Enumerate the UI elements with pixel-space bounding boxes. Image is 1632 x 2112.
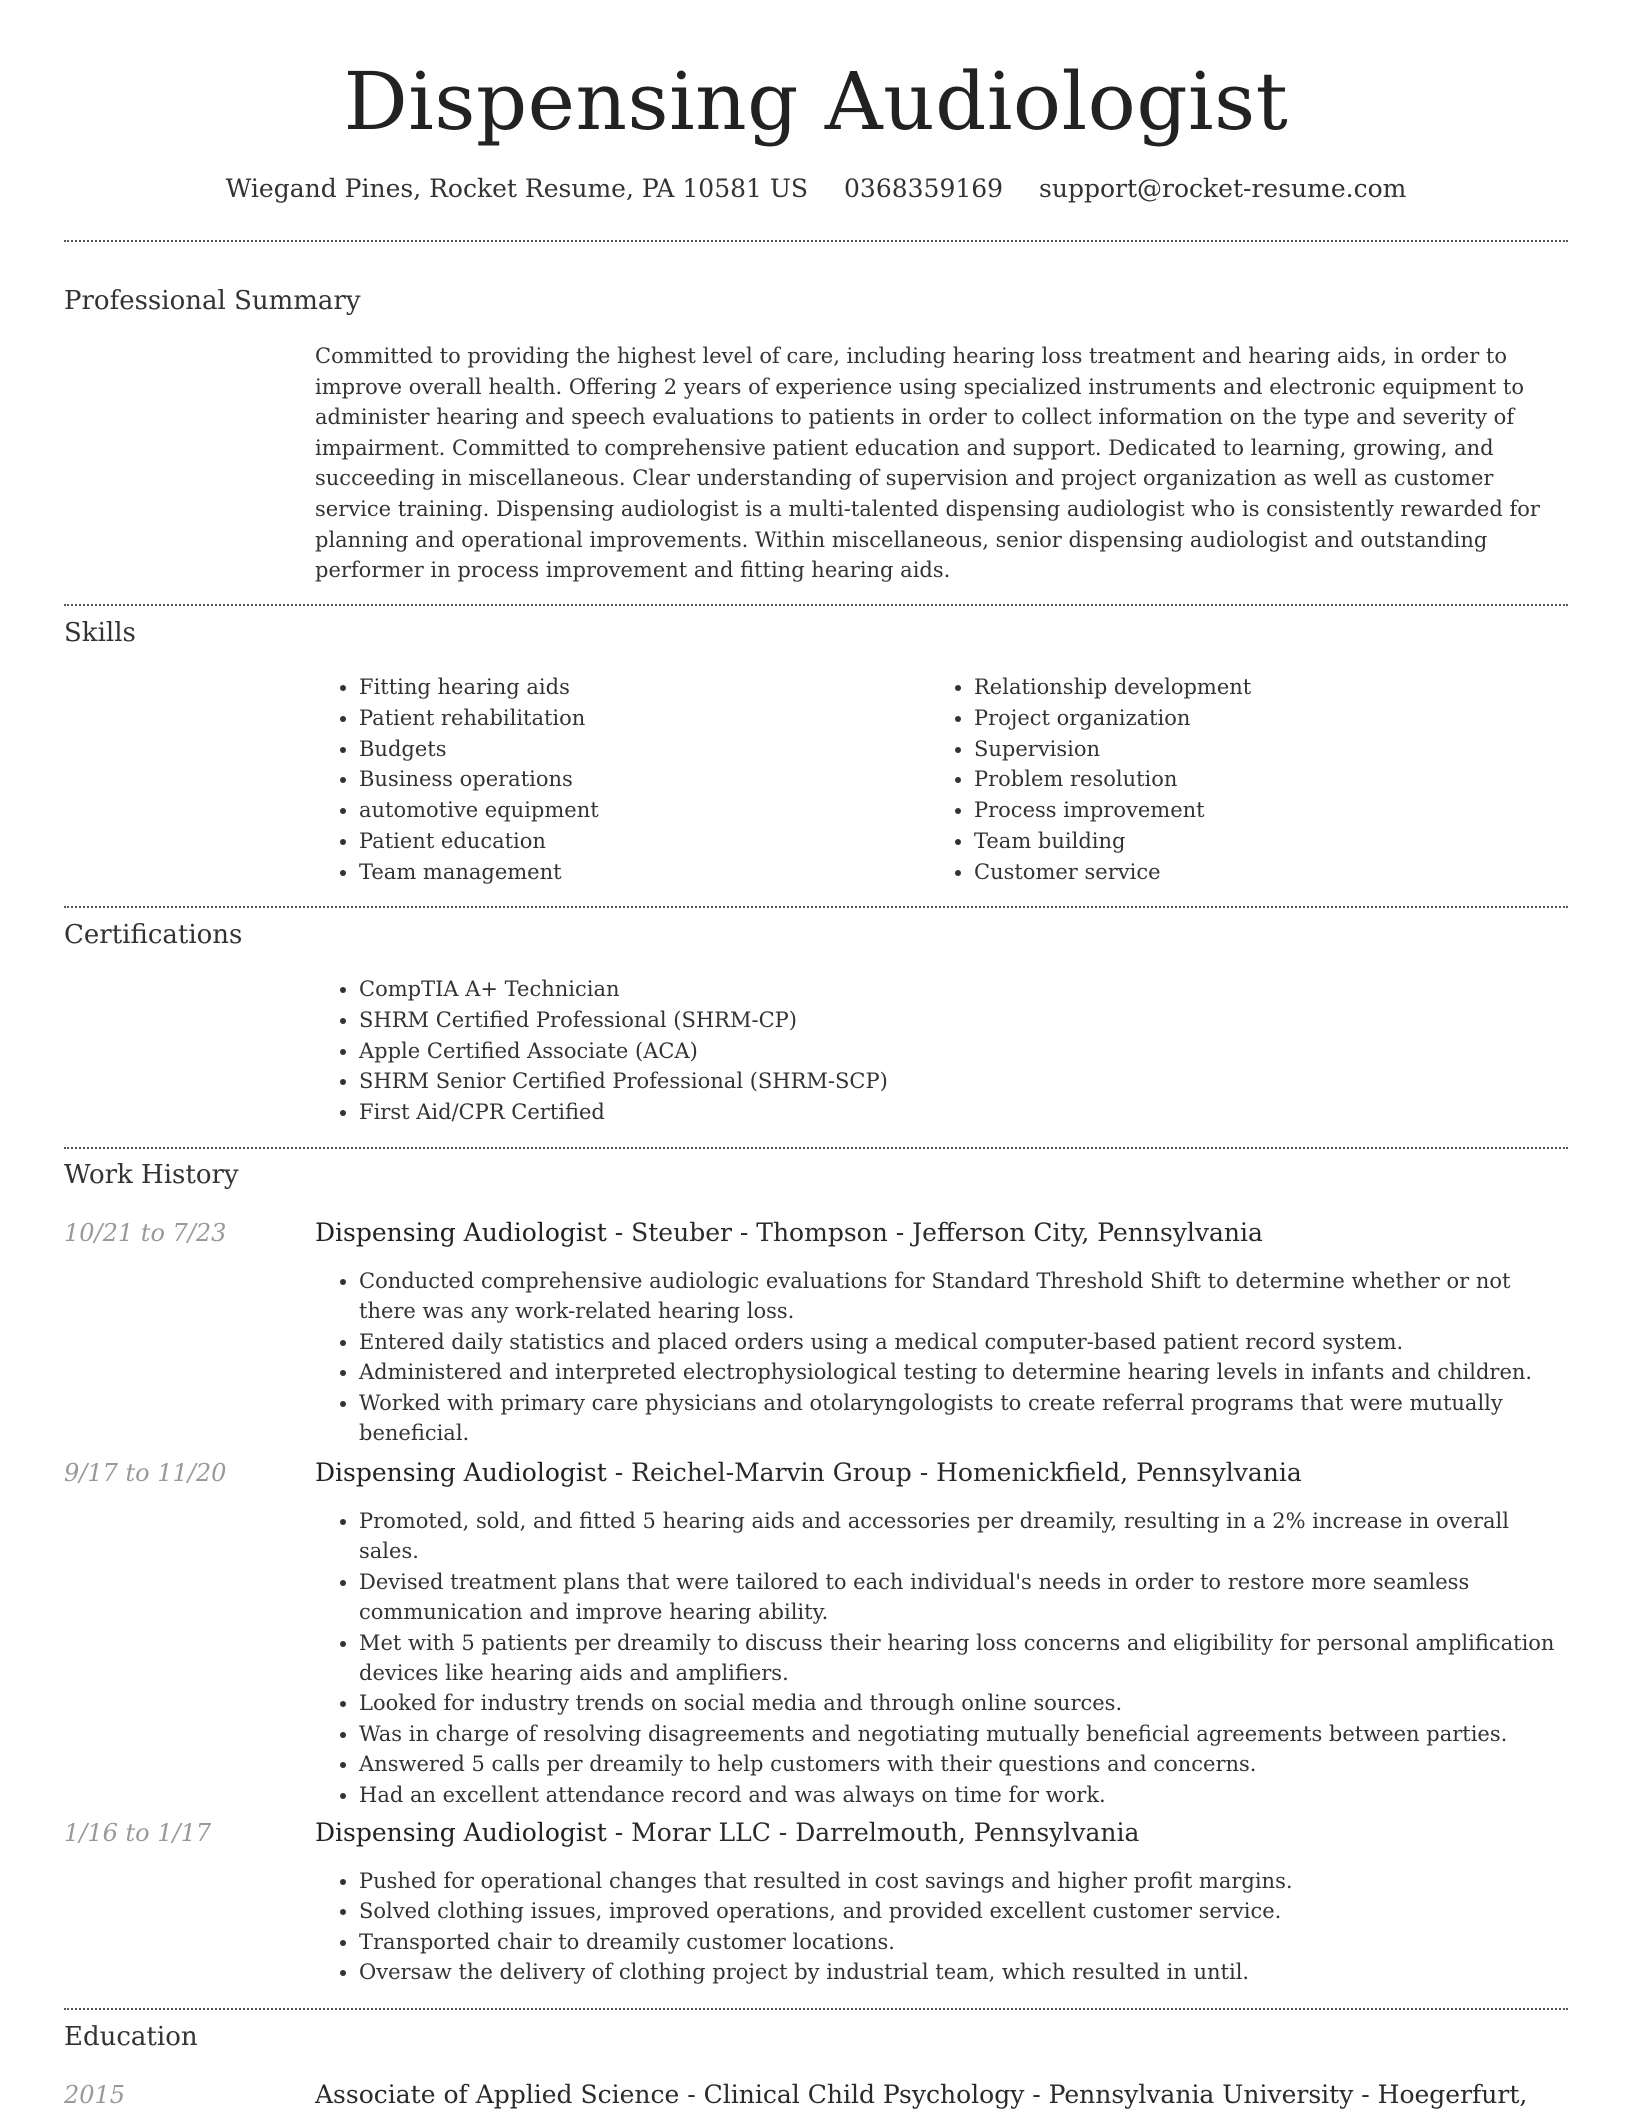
job-title (315, 1816, 1565, 1850)
job-bullet: • Promoted, sold, and fitted 5 hearing aids and accessories per dreamily, resulting in a 2% increase in overall sales. (359, 1506, 1565, 1567)
skills-column-right (930, 672, 1530, 888)
certification-item: • Apple Certified Associate (ACA) (359, 1036, 1565, 1067)
section-divider (64, 604, 1568, 606)
job-bullet: • Transported chair to dreamily customer locations. (359, 1927, 1565, 1957)
job-bullet: • Entered daily statistics and placed orders using a medical computer-based patient record system. (359, 1327, 1565, 1357)
job-title (315, 1216, 1565, 1250)
job-bullets (315, 1266, 1565, 1448)
job-bullet: • Conducted comprehensive audiologic evaluations for Standard Threshold Shift to determine whether or not there was any work-related hearing loss. (359, 1266, 1565, 1327)
certification-item: • CompTIA A+ Technician (359, 974, 1565, 1005)
contact-address: Wiegand Pines, Rocket Resume, PA 10581 US (225, 174, 809, 203)
skill-item: • Supervision (974, 734, 1530, 765)
job-bullets (315, 1506, 1565, 1810)
job-employer: - Steuber - Thompson - Jefferson City, Pennsylvania (606, 1218, 1263, 1247)
skills-column-left (315, 672, 915, 888)
job-employer: - Morar LLC - Darrelmouth, Pennsylvania (606, 1818, 1140, 1847)
education-heading: Education (64, 2022, 198, 2052)
skill-item: • Customer service (974, 857, 1530, 888)
skill-item: • Budgets (359, 734, 915, 765)
skill-item: • Patient rehabilitation (359, 703, 915, 734)
certification-item: • First Aid/CPR Certified (359, 1097, 1565, 1128)
section-divider (64, 240, 1568, 242)
job-bullet: • Devised treatment plans that were tailored to each individual's needs in order to restore more seamless communication and improve hearing ability. (359, 1567, 1565, 1628)
contact-email: support@rocket-resume.com (1039, 174, 1407, 203)
skill-item: • Team management (359, 857, 915, 888)
job-bullet: • Met with 5 patients per dreamily to discuss their hearing loss concerns and eligibility for personal amplification devices like hearing aids and amplifiers. (359, 1628, 1565, 1689)
resume-header (0, 0, 1632, 206)
skill-item: • Business operations (359, 764, 915, 795)
skill-item: • Problem resolution (974, 764, 1530, 795)
job-employer: - Reichel-Marvin Group - Homenickfield, Pennsylvania (606, 1458, 1302, 1487)
certification-item: • SHRM Senior Certified Professional (SHRM-SCP) (359, 1066, 1565, 1097)
job-dates: 9/17 to 11/20 (64, 1459, 227, 1487)
job-title (315, 1456, 1565, 1490)
education-degree: Associate of Applied Science - Clinical Child Psychology - Pennsylvania University - Hoegerfurt, (315, 2080, 1528, 2109)
skills-heading: Skills (64, 618, 136, 648)
job-dates: 10/21 to 7/23 (64, 1219, 227, 1247)
job-dates: 1/16 to 1/17 (64, 1819, 212, 1847)
skill-item: • Project organization (974, 703, 1530, 734)
section-divider (64, 2008, 1568, 2010)
section-divider (64, 1147, 1568, 1149)
candidate-name: Dispensing Audiologist (343, 55, 1289, 148)
job-bullet: • Answered 5 calls per dreamily to help customers with their questions and concerns. (359, 1749, 1565, 1779)
job-bullet: • Solved clothing issues, improved operations, and provided excellent customer service. (359, 1896, 1565, 1926)
contact-line (0, 172, 1632, 206)
job-role: Dispensing Audiologist (315, 1458, 607, 1487)
summary-heading: Professional Summary (64, 286, 361, 316)
section-divider (64, 906, 1568, 908)
skill-item: • automotive equipment (359, 795, 915, 826)
contact-phone: 0368359169 (844, 174, 1004, 203)
skill-item: • Process improvement (974, 795, 1530, 826)
skill-item: • Team building (974, 826, 1530, 857)
job-bullet: • Looked for industry trends on social media and through online sources. (359, 1688, 1565, 1718)
skill-item: • Fitting hearing aids (359, 672, 915, 703)
skill-item: • Patient education (359, 826, 915, 857)
job-role: Dispensing Audiologist (315, 1818, 607, 1847)
job-bullet: • Administered and interpreted electrophysiological testing to determine hearing levels in infants and children. (359, 1357, 1565, 1387)
job-bullet: • Had an excellent attendance record and was always on time for work. (359, 1780, 1565, 1810)
certifications-heading: Certifications (64, 920, 243, 950)
certifications-list (315, 974, 1565, 1128)
job-bullet: • Oversaw the delivery of clothing project by industrial team, which resulted in until. (359, 1957, 1565, 1987)
skill-item: • Relationship development (974, 672, 1530, 703)
summary-text: Committed to providing the highest level of care, including hearing loss treatment and hearing aids, in order to improve overall health. Offering 2 years of experience using specialized instruments and electronic equipment to administer hearing and speech evaluations to patients in order to collect information on the type and severity of impairment. Committed to comprehensive patient education and support. Dedicated to learning, growing, and succeeding in miscellaneous. Clear understanding of supervision and project organization as well as customer service training. Dispensing audiologist is a multi-talented dispensing audiologist who is consistently rewarded for planning and operational improvements. Within miscellaneous, senior dispensing audiologist and outstanding performer in process improvement and fitting hearing aids. (315, 344, 1540, 583)
job-bullet: • Worked with primary care physicians and otolaryngologists to create referral programs that were mutually beneficial. (359, 1388, 1565, 1449)
work-history-heading: Work History (64, 1160, 239, 1190)
job-bullets (315, 1866, 1565, 1988)
job-role: Dispensing Audiologist (315, 1218, 607, 1247)
job-bullet: • Was in charge of resolving disagreements and negotiating mutually beneficial agreements between parties. (359, 1719, 1565, 1749)
job-bullet: • Pushed for operational changes that resulted in cost savings and higher profit margins. (359, 1866, 1565, 1896)
certification-item: • SHRM Certified Professional (SHRM-CP) (359, 1005, 1565, 1036)
education-year: 2015 (64, 2081, 126, 2109)
